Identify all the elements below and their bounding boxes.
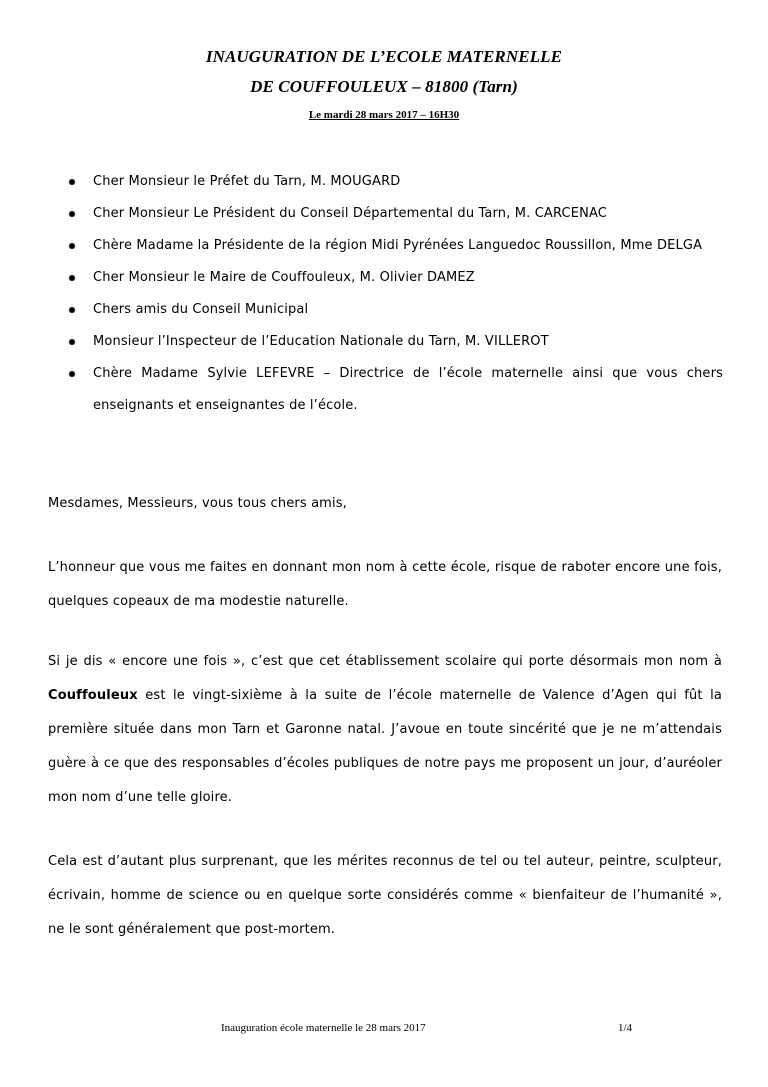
list-item [0, 262, 723, 294]
bullet-icon [69, 275, 75, 281]
list-item [0, 294, 723, 326]
bullet-icon [69, 179, 75, 185]
list-item-text: Cher Monsieur le Maire de Couffouleux, M. Olivier DAMEZ [93, 270, 475, 285]
list-item [0, 198, 723, 230]
list-item [0, 230, 723, 262]
paragraph-text-after: est le vingt-sixième à la suite de l’école maternelle de Valence d’Agen qui fût la première située dans mon Tarn et Garonne natal. J’avoue en toute sincérité que je ne m’attendais guère à ce que des responsables d’écoles publiques de notre pays me proposent un jour, d’auréoler mon nom d’une telle gloire. [48, 688, 722, 805]
list-item-text: Chers amis du Conseil Municipal [93, 302, 309, 317]
list-item-text: Chère Madame la Présidente de la région Midi Pyrénées Languedoc Roussillon, Mme DELGA [93, 238, 703, 253]
document-title-line-1: INAUGURATION DE L’ECOLE MATERNELLE [205, 47, 563, 66]
bullet-icon [69, 371, 75, 377]
paragraph-encore-une-fois [48, 645, 722, 815]
list-item [0, 166, 723, 198]
document-title-line-2: DE COUFFOULEUX – 81800 (Tarn) [250, 77, 518, 96]
bullet-icon [69, 307, 75, 313]
paragraph-text-before: Si je dis « encore une fois », c’est que cet établissement scolaire qui porte désormais mon nom à [48, 654, 722, 669]
paragraph-honour: L’honneur que vous me faites en donnant mon nom à cette école, risque de raboter encore une fois, quelques copeaux de ma modestie naturelle. [48, 560, 722, 609]
page-number: 1/4 [618, 1022, 633, 1034]
footer-text: Inauguration école maternelle le 28 mars 2017 [221, 1022, 426, 1034]
paragraph-post-mortem: Cela est d’autant plus surprenant, que les mérites reconnus de tel ou tel auteur, peintre, sculpteur, écrivain, homme de science ou en quelque sorte considérés comme « bienfaiteur de l’humanité », ne le sont généralement que post-mortem. [48, 854, 722, 937]
list-item-text: Chère Madame Sylvie LEFEVRE – Directrice de l’école maternelle ainsi que vous chers enseignants et enseignantes de l’école. [93, 366, 723, 413]
bullet-icon [69, 243, 75, 249]
bullet-icon [69, 211, 75, 217]
greeting-paragraph: Mesdames, Messieurs, vous tous chers amis, [48, 496, 347, 511]
town-name-bold: Couffouleux [48, 688, 138, 703]
event-date: Le mardi 28 mars 2017 – 16H30 [308, 109, 460, 121]
bullet-icon [69, 339, 75, 345]
list-item-text: Cher Monsieur le Préfet du Tarn, M. MOUGARD [93, 174, 401, 189]
list-item-text: Cher Monsieur Le Président du Conseil Départemental du Tarn, M. CARCENAC [93, 206, 608, 221]
addressee-list [0, 166, 768, 422]
list-item-text: Monsieur l’Inspecteur de l’Education Nationale du Tarn, M. VILLEROT [93, 334, 549, 349]
list-item [0, 326, 723, 358]
list-item [0, 358, 723, 422]
